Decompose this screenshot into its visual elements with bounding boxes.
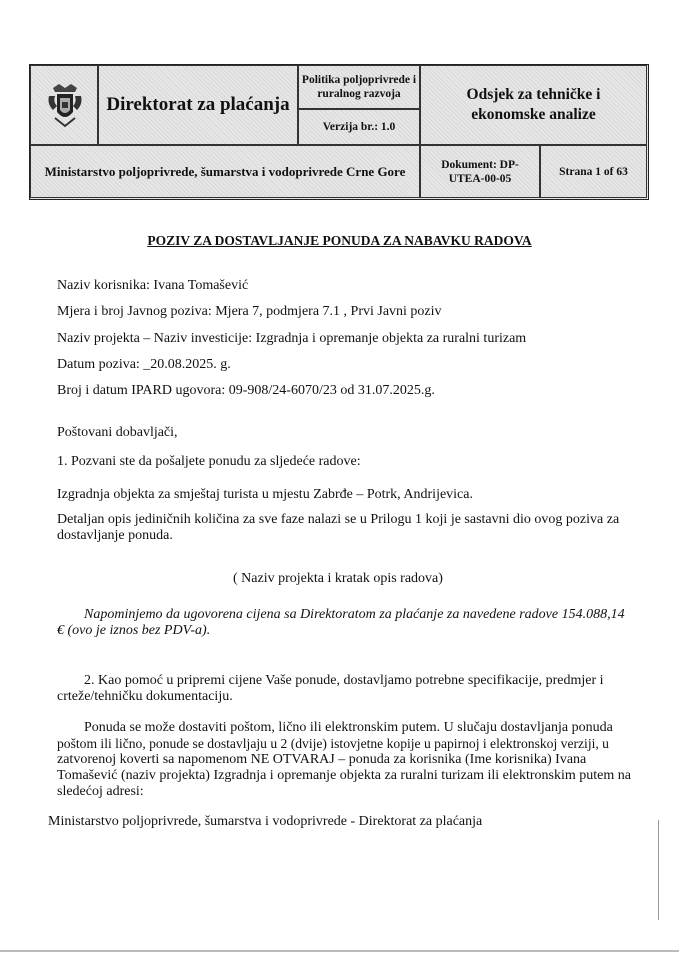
submission-line-3: zatvorenoj koverti sa napomenom NE OTVARAJ – ponuda za korisnika (Ime korisnika) Ivana (57, 752, 587, 767)
document-id: Dokument: DP-UTEA-00-05 (441, 158, 519, 185)
version-cell (298, 109, 420, 145)
page-number: Strana 1 of 63 (559, 165, 628, 178)
submission-line-4: Tomašević (naziv projekta) Izgradnja i opremanje objekta za ruralni turizam ili elektronskim putem na (57, 768, 631, 783)
directorate-cell (98, 65, 298, 145)
policy-cell (298, 65, 420, 109)
policy-label: Politika poljoprivrede i ruralnog razvoja (301, 74, 417, 100)
version-label: Verzija br.: 1.0 (322, 121, 396, 133)
directorate-title: Direktorat za plaćanja (106, 94, 290, 115)
submission-line-5: sledećoj adresi: (57, 784, 144, 799)
ministry-label: Ministarstvo poljoprivrede, šumarstva i vodoprivrede Crne Gore (44, 164, 406, 179)
date-line: Datum poziva: _20.08.2025. g. (57, 357, 231, 372)
submission-line-1: Ponuda se može dostaviti poštom, lično ili elektronskim putem. U slučaju dostavljanja ponuda (84, 720, 613, 735)
project-line: Naziv projekta – Naziv investicije: Izgradnja i opremanje objekta za ruralni turizam (57, 331, 527, 346)
greeting: Poštovani dobavljači, (57, 425, 178, 440)
works-description: Izgradnja objekta za smještaj turista u mjestu Zabrđe – Potrk, Andrijevica. (57, 487, 473, 502)
coat-of-arms-icon (45, 82, 85, 130)
submission-line-2: poštom ili lično, ponude se dostavljaju u 2 (dvije) istovjetne kopije u papirnoj i elektronskoj verziji, u (57, 736, 609, 751)
project-note: ( Naziv projekta i kratak opis radova) (233, 571, 443, 586)
department-cell (420, 65, 647, 145)
coat-of-arms-cell (30, 65, 98, 145)
document-id-cell (420, 145, 540, 198)
item-2-line-1: 2. Kao pomoć u pripremi cijene Vaše ponude, dostavljamo potrebne specifikacije, predmjer i (84, 673, 604, 688)
detail-line-1: Detaljan opis jediničnih količina za sve faze nalazi se u Prilogu 1 koji je sastavni dio ovog poziva za (57, 512, 620, 527)
measure-line: Mjera i broj Javnog poziva: Mjera 7, podmjera 7.1 , Prvi Javni poziv (57, 304, 442, 319)
detail-line-2: dostavljanje ponuda. (57, 528, 173, 543)
price-line-2: € (ovo je iznos bez PDV-a). (57, 623, 211, 638)
ministry-cell (30, 145, 420, 198)
header-table (29, 64, 649, 200)
contract-line: Broj i datum IPARD ugovora: 09-908/24-6070/23 od 31.07.2025.g. (57, 383, 435, 398)
page-number-cell (540, 145, 647, 198)
scan-edge (0, 950, 679, 952)
scan-edge-right (658, 820, 659, 920)
address-line: Ministarstvo poljoprivrede, šumarstva i vodoprivrede - Direktorat za plaćanja (48, 814, 483, 829)
beneficiary-line: Naziv korisnika: Ivana Tomašević (57, 278, 249, 293)
price-line-1: Napominjemo da ugovorena cijena sa Direktoratom za plaćanje za navedene radove 154.088,14 (84, 607, 625, 622)
item-1: 1. Pozvani ste da pošaljete ponudu za sljedeće radove: (57, 454, 361, 469)
item-2-line-2: crteže/tehničku dokumentaciju. (57, 689, 233, 704)
department-label: Odsjek za tehničke i ekonomske analize (466, 86, 601, 123)
document-title: POZIV ZA DOSTAVLJANJE PONUDA ZA NABAVKU RADOVA (147, 233, 532, 248)
